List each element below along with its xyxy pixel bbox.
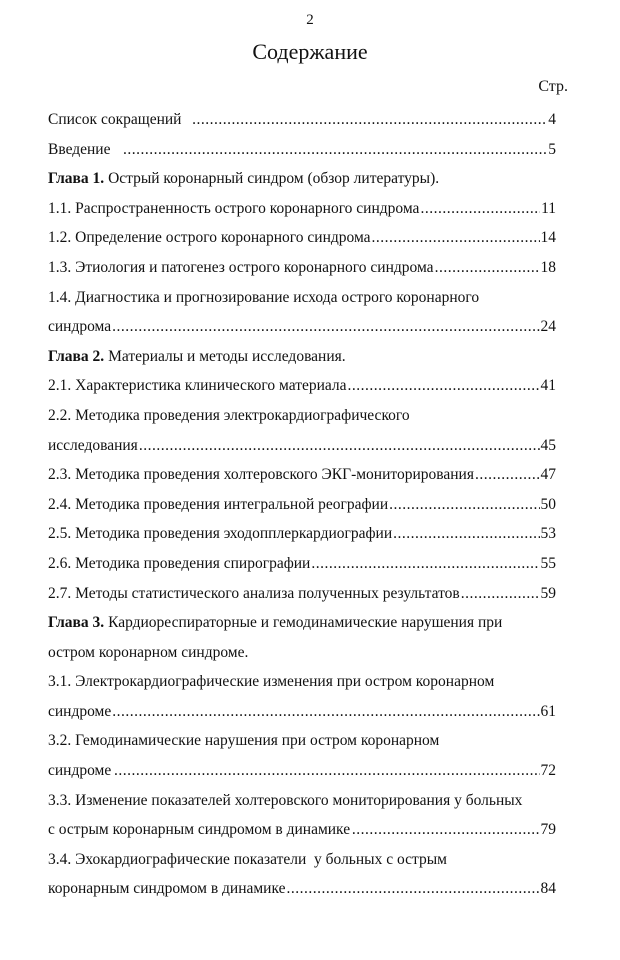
toc-entry-page: 84 (540, 880, 556, 898)
dot-leader (112, 312, 539, 342)
toc-entry-page: 72 (540, 762, 556, 780)
toc-entry (48, 105, 556, 135)
chapter-title: Кардиореспираторные и гемодинамические нарушения при (104, 614, 503, 632)
dot-leader (435, 253, 540, 283)
chapter-label: Глава 1. (48, 170, 105, 188)
chapter-heading (48, 608, 556, 638)
dot-leader (287, 874, 540, 904)
toc-entry-text: 2.1. Характеристика клинического материала (48, 377, 347, 395)
toc-entry (48, 697, 556, 727)
toc-entry-page: 50 (540, 495, 556, 513)
toc-entry (48, 519, 556, 549)
toc-entry (48, 549, 556, 579)
toc-entry-page: 45 (540, 436, 556, 454)
toc-entry-page: 47 (540, 466, 556, 484)
toc-entry-text: 3.1. Электрокардиографические изменения при остром коронарном (48, 673, 495, 691)
dot-leader (393, 519, 539, 549)
toc-entry-wrapped (48, 401, 556, 431)
toc-entry (48, 756, 556, 786)
toc-entry (48, 371, 556, 401)
toc-entry-page: 61 (540, 702, 556, 720)
toc-entry-text: 2.4. Методика проведения интегральной реографии (48, 495, 389, 513)
dot-leader (123, 135, 547, 165)
toc-entry-page: 24 (540, 318, 556, 336)
toc-entry-text: 1.1. Распространенность острого коронарного синдрома (48, 199, 420, 217)
toc-entry-text: 1.2. Определение острого коронарного синдрома (48, 229, 371, 247)
page-column-label: Стр. (538, 78, 568, 95)
dot-leader (348, 371, 540, 401)
toc-entry-page: 41 (540, 377, 556, 395)
toc-entry-text: синдроме (48, 702, 112, 720)
toc-entry (48, 253, 556, 283)
chapter-title: Материалы и методы исследования. (104, 347, 346, 365)
dot-leader (372, 223, 540, 253)
toc-entry-text: Введение (48, 140, 111, 158)
toc-entry-wrapped (48, 667, 556, 697)
toc-entry-wrapped (48, 786, 556, 816)
toc-entry-page: 4 (548, 111, 556, 128)
toc-entry-page: 11 (541, 199, 556, 217)
toc-entry-text: 2.6. Методика проведения спирографии (48, 554, 311, 572)
page-title: Содержание (252, 39, 368, 64)
toc-entry-wrapped (48, 845, 556, 875)
toc-entry (48, 815, 556, 845)
page-number: 2 (306, 12, 314, 28)
toc-entry (48, 135, 556, 165)
toc-entry-page: 18 (540, 258, 556, 276)
dot-leader (311, 549, 539, 579)
toc-entry (48, 431, 556, 461)
toc-entry (48, 460, 556, 490)
dot-leader (389, 490, 539, 520)
toc-entry-wrapped (48, 283, 556, 313)
dot-leader (352, 815, 540, 845)
chapter-heading (48, 164, 556, 194)
toc-entry-text: синдрома (48, 318, 112, 336)
toc-entry (48, 312, 556, 342)
toc-entry-wrapped (48, 726, 556, 756)
toc-entry-text: синдроме (48, 762, 112, 780)
toc-entry-text: коронарным синдромом в динамике (48, 880, 286, 898)
toc-entry-text: 2.3. Методика проведения холтеровского ЭКГ-мониторирования (48, 466, 474, 484)
toc-entry-page: 59 (540, 584, 556, 602)
toc-entry-text: 3.3. Изменение показателей холтеровского мониторирования у больных (48, 791, 523, 809)
chapter-title-continued: остром коронарном синдроме. (48, 643, 249, 661)
chapter-heading-continued (48, 638, 556, 668)
toc-entry-text: 1.4. Диагностика и прогнозирование исхода острого коронарного (48, 288, 480, 306)
toc-entry-page: 53 (540, 525, 556, 543)
chapter-heading (48, 342, 556, 372)
toc-entry-text: исследования (48, 436, 138, 454)
toc-entry (48, 490, 556, 520)
dot-leader (112, 697, 539, 727)
chapter-label: Глава 2. (48, 347, 105, 365)
chapter-title: Острый коронарный синдром (обзор литературы). (104, 170, 440, 188)
toc-entry-page: 79 (540, 821, 556, 839)
toc-entry-text: Список сокращений (48, 111, 182, 128)
toc-entry-text: 3.2. Гемодинамические нарушения при остром коронарном (48, 732, 440, 750)
toc-entry-page: 14 (540, 229, 556, 247)
dot-leader (475, 460, 540, 490)
toc-entry (48, 194, 556, 224)
chapter-label: Глава 3. (48, 614, 105, 632)
dot-leader (192, 105, 547, 135)
dot-leader (114, 756, 539, 786)
toc-entry-text: 1.3. Этиология и патогенез острого коронарного синдрома (48, 258, 434, 276)
dot-leader (420, 194, 540, 224)
toc-entry (48, 223, 556, 253)
dot-leader (461, 579, 540, 609)
toc-entry-text: с острым коронарным синдромом в динамике (48, 821, 351, 839)
toc-entry-text: 2.2. Методика проведения электрокардиографического (48, 406, 410, 424)
toc-entry (48, 874, 556, 904)
toc-entry-text: 3.4. Эхокардиографические показатели у больных с острым (48, 850, 447, 868)
toc-entry (48, 579, 556, 609)
table-of-contents (48, 105, 556, 904)
toc-entry-page: 55 (540, 554, 556, 572)
toc-entry-text: 2.7. Методы статистического анализа полученных результатов (48, 584, 460, 602)
toc-entry-page: 5 (548, 140, 556, 158)
dot-leader (139, 431, 540, 461)
toc-entry-text: 2.5. Методика проведения эходопплеркардиографии (48, 525, 393, 543)
